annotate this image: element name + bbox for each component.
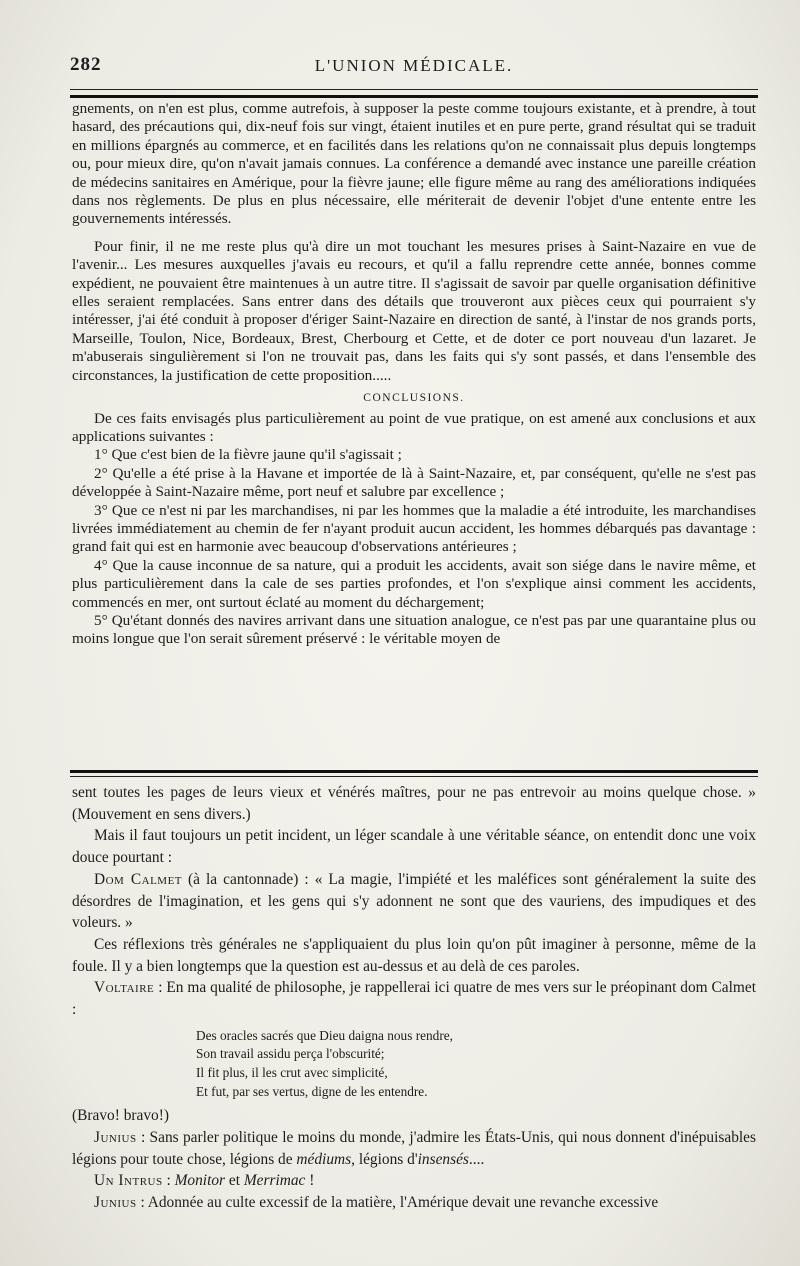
speech-text: : (162, 1172, 175, 1190)
speech-text: : En ma qualité de philosophe, je rappellerai ici quatre de mes vers sur le préopinant dom Calmet : (72, 979, 756, 1019)
paragraph: sent toutes les pages de leurs vieux et vénérés maîtres, pour ne pas entrevoir au moins quelque chose. » (Mouvement en sens divers.) (72, 784, 756, 823)
feuilleton-rule (70, 770, 758, 773)
speech-text: , légions d' (351, 1150, 418, 1168)
page-header (70, 54, 758, 80)
applause-line: (Bravo! bravo!) (72, 1107, 170, 1125)
dialogue-line (72, 1127, 756, 1170)
dialogue-line (72, 869, 756, 934)
paragraph: gnements, on n'en est plus, comme autrefois, à supposer la peste comme toujours existante, et à prendre, à tout hasard, des précautions qui, dix-neuf fois sur vingt, étaient inutiles et en pure perte, grand résultat qui se traduit en millions épargnés au commerce, et en facilités dans les relations qu'on ne connaissait plus depuis longtemps ou, pour mieux dire, qu'on n'avait jamais connues. La conférence a demandé avec instance une pareille création de médecins sanitaires en Amérique, pour la fièvre jaune; elle figure même au rang des améliorations indiquées dans nos règlements. De plus en plus nécessaire, elle mériterait de devenir l'objet d'une entente entre les gouvernements intéressés. (72, 100, 756, 228)
dialogue-line (72, 1170, 756, 1192)
emphasis-text: médiums (296, 1150, 352, 1168)
emphasis-text: insensés (417, 1150, 469, 1168)
conclusion-item: 3° Que ce n'est ni par les marchandises, ni par les hommes que la maladie a été introduite, les marchandises livrées immédiatement au chemin de fer n'ayant produit aucun accident, les hommes débarqués pas davantage : grand fait qui est en harmonie avec beaucoup d'observations antérieures ; (72, 501, 756, 556)
section-heading: CONCLUSIONS. (363, 392, 465, 405)
dialogue-line (72, 1192, 756, 1214)
speaker-name: Un Intrus (94, 1172, 163, 1190)
paragraph: Pour finir, il ne me reste plus qu'à dire un mot touchant les mesures prises à Saint-Nazaire en vue de l'avenir... Les mesures auxquelles j'avais eu recours, et qu'il a fallu reprendre cette année, bonnes comme expédient, ne pouvaient être maintenues à un autre titre. Il s'agissait de savoir par quelle organisation définitive elles seraient remplacées. Sans entrer dans des détails que trouveront aux pièces ceux qui pourraient s'y intéresser, j'ai été conduit à proposer d'ériger Saint-Nazaire en direction de santé, à l'instar de nos grands ports, Marseille, Toulon, Nice, Bordeaux, Brest, Cherbourg et Cette, et de doter ce port nouveau d'un lazaret. Je m'abuserais singulièrement si l'on ne trouvait pas, dans les faits qui s'y sont passés, et dans l'ensemble des circonstances, la justification de cette proposition..... (72, 237, 756, 384)
report-section (72, 100, 756, 649)
conclusion-item: 4° Que la cause inconnue de sa nature, qui a produit les accidents, avait son siége dans le navire même, et plus particulièrement dans la cale de ses parties profondes, et l'on s'explique ainsi comment les accidents, commencés en mer, ont surtout éclaté au moment du déchargement; (72, 556, 756, 611)
speaker-name: Voltaire (94, 979, 155, 997)
feuilleton-section (72, 782, 756, 1214)
paragraph: Ces réflexions très générales ne s'appliquaient du plus loin qu'on pût imaginer à personne, même de la foule. Il y a bien longtemps que la question est au-dessus et au delà de ces paroles. (72, 935, 756, 975)
speech-text: (à la cantonnade) : « La magie, l'impiété et les maléfices sont généralement la suite des désordres de l'imagination, et les gens qui s'y adonnent ne sont que des vauriens, des impudiques et des voleurs. » (72, 870, 756, 932)
speech-text: : Sans parler politique le moins du monde, j'admire les États-Unis, qui nous donnent d'inépuisables légions pour toute chose, légions de (72, 1128, 756, 1168)
header-rule-thick (70, 95, 758, 98)
conclusion-item: 5° Qu'étant donnés des navires arrivant dans une situation analogue, ce n'est pas par une quarantaine plus ou moins longue que l'on serait sûrement préservé : le véritable moyen de (72, 611, 756, 648)
feuilleton-rule-thin (70, 776, 758, 777)
speaker-name: Junius (94, 1193, 137, 1211)
verse-line: Et fut, par ses vertus, digne de les entendre. (196, 1083, 428, 1099)
speech-text: et (225, 1172, 244, 1190)
conclusion-item: 1° Que c'est bien de la fièvre jaune qu'il s'agissait ; (94, 446, 402, 464)
speaker-name: Dom Calmet (94, 870, 183, 888)
speech-text: ! (305, 1172, 315, 1190)
emphasis-text: Merrimac (243, 1172, 306, 1190)
running-title: L'UNION MÉDICALE. (314, 56, 514, 75)
header-rule (70, 89, 758, 90)
speech-text: : Adonnée au culte excessif de la matière, l'Amérique devait une revanche excessive (136, 1193, 659, 1211)
paragraph: De ces faits envisagés plus particulièrement au point de vue pratique, on est amené aux conclusions et aux applications suivantes : (72, 409, 756, 445)
verse-quote (72, 1027, 756, 1101)
verse-line: Des oracles sacrés que Dieu daigna nous rendre, (196, 1027, 453, 1043)
conclusion-item: 2° Qu'elle a été prise à la Havane et importée de là à Saint-Nazaire, et, par conséquent, qu'elle ne s'est pas développée à Saint-Nazaire même, port neuf et salubre par excellence ; (72, 464, 756, 501)
speech-text: .... (468, 1150, 485, 1168)
emphasis-text: Monitor (174, 1172, 226, 1190)
dialogue-line (72, 977, 756, 1020)
verse-line: Il fit plus, il les crut avec simplicité, (196, 1064, 388, 1080)
paragraph: Mais il faut toujours un petit incident, un léger scandale à une véritable séance, on entendit donc une voix douce pourtant : (72, 827, 756, 867)
speaker-name: Junius (94, 1128, 137, 1146)
verse-line: Son travail assidu perça l'obscurité; (196, 1046, 385, 1062)
page-number: 282 (70, 54, 102, 75)
